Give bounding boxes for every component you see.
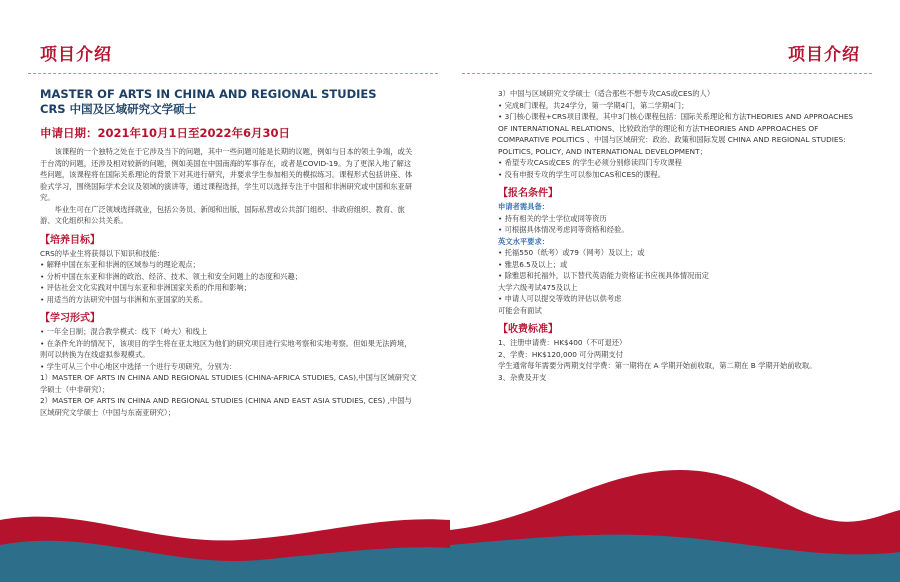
- list-item: • 托福550（纸考）或79（网考）及以上；或: [498, 248, 645, 257]
- list-item: • 分析中国在东亚和非洲的政治、经济、技术、领土和安全问题上的态度和兴趣；: [40, 271, 303, 281]
- list-item: • 申请人可以提交等效的评估以供考虑: [498, 294, 622, 303]
- left-page-header: 项目介绍: [40, 45, 112, 65]
- list-item: 大学六级考试475及以上: [498, 282, 578, 292]
- application-dates: 申请日期：2021年10月1日至2022年6月30日: [40, 126, 291, 140]
- goals-heading: 【培养目标】: [40, 234, 100, 246]
- list-item: • 没有申报专攻的学生可以参加CAS和CES的课程。: [498, 169, 666, 179]
- program-title-cn: CRS 中国及区域研究文学硕士: [40, 102, 197, 116]
- list-item: 1、注册申请费：HK$400（不可退还）: [498, 338, 627, 347]
- right-page-header: 项目介绍: [788, 45, 860, 65]
- list-item: 2、学费：HK$120,000 可分两期支付: [498, 349, 624, 359]
- goals-intro: CRS的毕业生将获得以下知识和技能：: [40, 248, 165, 258]
- list-item: • 在条件允许的情况下，该项目的学生将在亚太地区为他们的研究项目进行实地考察和实地考察。但如果无法跨境，则可以转换为在线虚拟参观模式。: [40, 338, 412, 359]
- right-wave-decoration: [450, 0, 900, 582]
- list-item: • 持有相关的学士学位或同等资历: [498, 213, 607, 223]
- list-item: 学生通常每年需要分两期支付学费：第一期将在 A 学期开始前收取，第二期在 B 学期开始前收取。: [498, 361, 817, 370]
- career-paragraph: 毕业生可在广泛领域选择就业，包括公务员、新闻和出版、国际私营或公共部门组织、非政府组织、教育、旅游、文化组织和公共关系。: [40, 204, 405, 225]
- list-item: • 雅思6.5及以上；或: [498, 259, 568, 269]
- english-requirements-subhead: 英文水平要求：: [498, 236, 550, 246]
- list-item: 3、杂费及开支: [498, 372, 547, 382]
- list-item: 2）MASTER OF ARTS IN CHINA AND REGIONAL STUDIES (CHINA AND EAST ASIA STUDIES, CES) ,中国与区域研究文学硕士（中国与东南亚研究）；: [40, 396, 412, 417]
- list-item: 可能会有面试: [498, 305, 542, 315]
- intro-paragraph: 该课程的一个独特之处在于它涉及当下的问题，其中一些问题可能是长期的议题，例如与日本的领土争端，或关于台湾的问题，还涉及相对较新的问题，例如美国在中国南海的军事存在，或者是COVID-19。为了更深入地了解这些问题，该课程将在国际关系理论的背景下对其进行研究，并要求学生参加相关的模拟练习。课程形式包括讲座、体验式学习，围绕国际学术会议及领域的演讲等，通过课程选择，学生可以选择专注于中国和非洲研究或中国和东亚研究。: [40, 147, 413, 202]
- list-item: • 解释中国在东亚和非洲的区域参与的理论观点；: [40, 260, 200, 269]
- requirements-subhead: 申请者需具备：: [498, 202, 550, 211]
- right-page: [450, 0, 900, 582]
- list-item: • 学生可从三个中心地区中选择一个进行专项研究，分别为：: [40, 361, 237, 371]
- list-item: • 除雅思和托福外，以下替代英语能力资格证书应视具体情况而定: [498, 271, 709, 280]
- fees-heading: 【收费标准】: [498, 324, 558, 335]
- program-title-en: MASTER OF ARTS IN CHINA AND REGIONAL STUDIES: [40, 87, 377, 101]
- format-heading: 【学习形式】: [40, 313, 100, 324]
- list-item: • 一年全日制；混合教学模式：线下（岭大）和线上: [40, 327, 208, 336]
- list-item: • 完成8门课程，共24学分，第一学期4门，第二学期4门；: [498, 100, 689, 110]
- list-item: • 评估社会文化实践对中国与东亚和非洲国家关系的作用和影响；: [40, 283, 251, 292]
- list-item: • 可根据具体情况考虑同等资格和经验。: [498, 225, 629, 234]
- list-item: • 用适当的方法研究中国与非洲和东亚国家的关系。: [40, 294, 208, 304]
- list-item: 1）MASTER OF ARTS IN CHINA AND REGIONAL STUDIES (CHINA-AFRICA STUDIES, CAS),中国与区域研究文学硕士（中非研究）；: [40, 373, 417, 394]
- list-item: • 3门核心课程+CRS项目课程，其中3门核心课程包括：国际关系理论和方法THEORIES AND APPROACHES OF INTERNATIONAL RELATIONS、比较政治学的理论和方法THEORIES AND APPROACHES OF COMPARATIVE POLITICS 、中国与区域研究：政治、政策和国际发展 CHINA AND REGIONAL STUDIES: POLITICS, POLICY, AND INTERNATIONAL DEVELOPMENT；: [498, 112, 854, 156]
- track-three: 3）中国与区域研究文学硕士（适合那些不想专攻CAS或CES的人）: [498, 89, 715, 98]
- requirements-heading: 【报名条件】: [498, 188, 558, 199]
- list-item: • 希望专攻CAS或CES 的学生必须分别修读四门专攻课程: [498, 158, 682, 167]
